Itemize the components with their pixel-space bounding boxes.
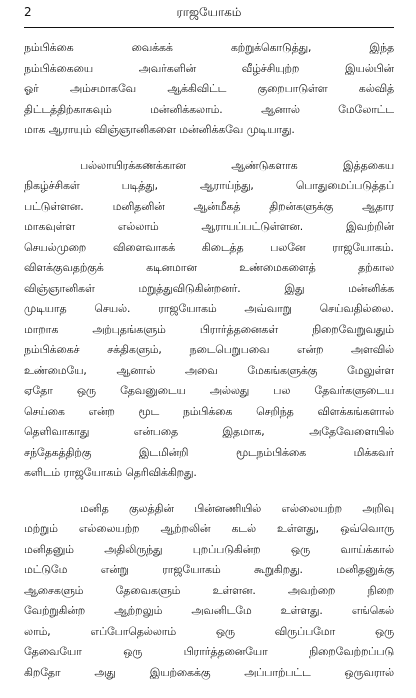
text-line: களிடம் ராஜயோகம் தெரிவிக்கிறது. (24, 466, 197, 479)
text-line: நிகழ்ச்சிகள் படித்து, ஆராய்ந்து, பொதுமைப்படுத்தப் (24, 179, 394, 192)
text-line: முடியாத செயல். ராஜயோகம் அவ்வாறு செய்வதில்லை. (24, 302, 394, 315)
text-line: மாக ஆராயும் விஞ்ஞானிகளை மன்னிக்கவே முடியாது. (24, 123, 295, 136)
text-line: நம்பிக்கைச் சக்திகளும், நடைபெறுபவை என்ற அளவில் (24, 343, 394, 356)
text-line: செயல்முறை விளைவாகக் கிடைத்த பலனே ராஜயோகம். (24, 240, 394, 254)
text-line: மற்றும் எல்லையற்ற ஆற்றலின் கடல் உள்ளது, ஒவ்வொரு (24, 522, 394, 535)
page-header (24, 0, 394, 28)
text-line: நம்பிக்கையை அவர்களின் வீழ்ச்சியுற்ற இயல்பின் (24, 61, 394, 75)
paragraph-3 (24, 499, 394, 684)
text-line: தேவையோ ஒரு பிரார்த்தனையோ நிறைவேற்றப்படு (24, 645, 394, 658)
text-line: மட்டுமே என்று ராஜயோகம் கூறுகிறது. மனிதனுக்கு (24, 563, 394, 576)
text-line: லாம், எப்போதெல்லாம் ஒரு விருப்பமோ ஒரு (24, 624, 394, 638)
paragraph-2 (24, 156, 394, 484)
text-line: விஞ்ஞானிகள் மறுத்துவிடுகின்றனர். இது மன்னிக்க (24, 281, 394, 295)
text-line: மாறாக அற்புதங்களும் பிரார்த்தனைகள் நிறைவேறுவதும் (24, 322, 394, 336)
text-line: ஏதோ ஒரு தேவனுடைய அல்லது பல தேவர்களுடைய (24, 384, 394, 397)
text-line: ஓர் அம்சமாகவே ஆக்கிவிட்ட குறைபாடுள்ள கல்வித் (24, 82, 394, 95)
text-line: திட்டத்திற்காகவும் மன்னிக்கலாம். ஆனால் மேலோட்ட (24, 102, 394, 116)
page-body (24, 38, 394, 698)
text-line: மனித குலத்தின் பின்னணியில் எல்லையற்ற அறிவு (80, 501, 394, 515)
text-line: உண்மையே, ஆனால் அவை மேகங்களுக்கு மேலுள்ள (24, 363, 394, 377)
text-line: மனிதனும் அதிலிருந்து புறப்படுகின்ற ஒரு வாய்க்கால் (24, 542, 394, 556)
text-line: கிறதோ அது இயற்கைக்கு அப்பாற்பட்ட ஒருவரால் (24, 665, 394, 679)
text-line: வேற்றுகின்ற ஆற்றலும் அவனிடமே உள்ளது. எங்கெல் (24, 604, 394, 617)
paragraph-1 (24, 38, 394, 141)
text-line: சந்தேகத்திற்கு இடமின்றி மூடநம்பிக்கை மிக்கவர் (24, 445, 394, 459)
text-line: மாகவுள்ள எல்லாம் ஆராயப்பட்டுள்ளன. இவற்றின் (24, 220, 394, 233)
text-line: ஆசைகளும் தேவைகளும் உள்ளன. அவற்றை நிறை (24, 583, 394, 597)
text-line: தெளிவாகாது என்பதை இதமாக, அதேவேளையில் (24, 425, 394, 438)
text-line: செய்கை என்ற மூட நம்பிக்கை செறிந்த விளக்கங்களால் (24, 404, 394, 418)
page-number: 2 (24, 5, 32, 19)
text-line: பட்டுள்ளன. மனிதனின் ஆன்மீகத் திறன்களுக்கு ஆதார (24, 199, 394, 213)
text-line: விளக்குவதற்குக் கடினமான உண்மைகளைத் தற்கால (24, 261, 394, 274)
text-line: நம்பிக்கை வைக்கக் கற்றுக்கொடுத்து, இந்த (24, 41, 394, 54)
running-title: ராஜயோகம் (176, 5, 242, 19)
text-line: பல்லாயிரக்கணக்கான ஆண்டுகளாக இத்தகைய (80, 158, 394, 172)
